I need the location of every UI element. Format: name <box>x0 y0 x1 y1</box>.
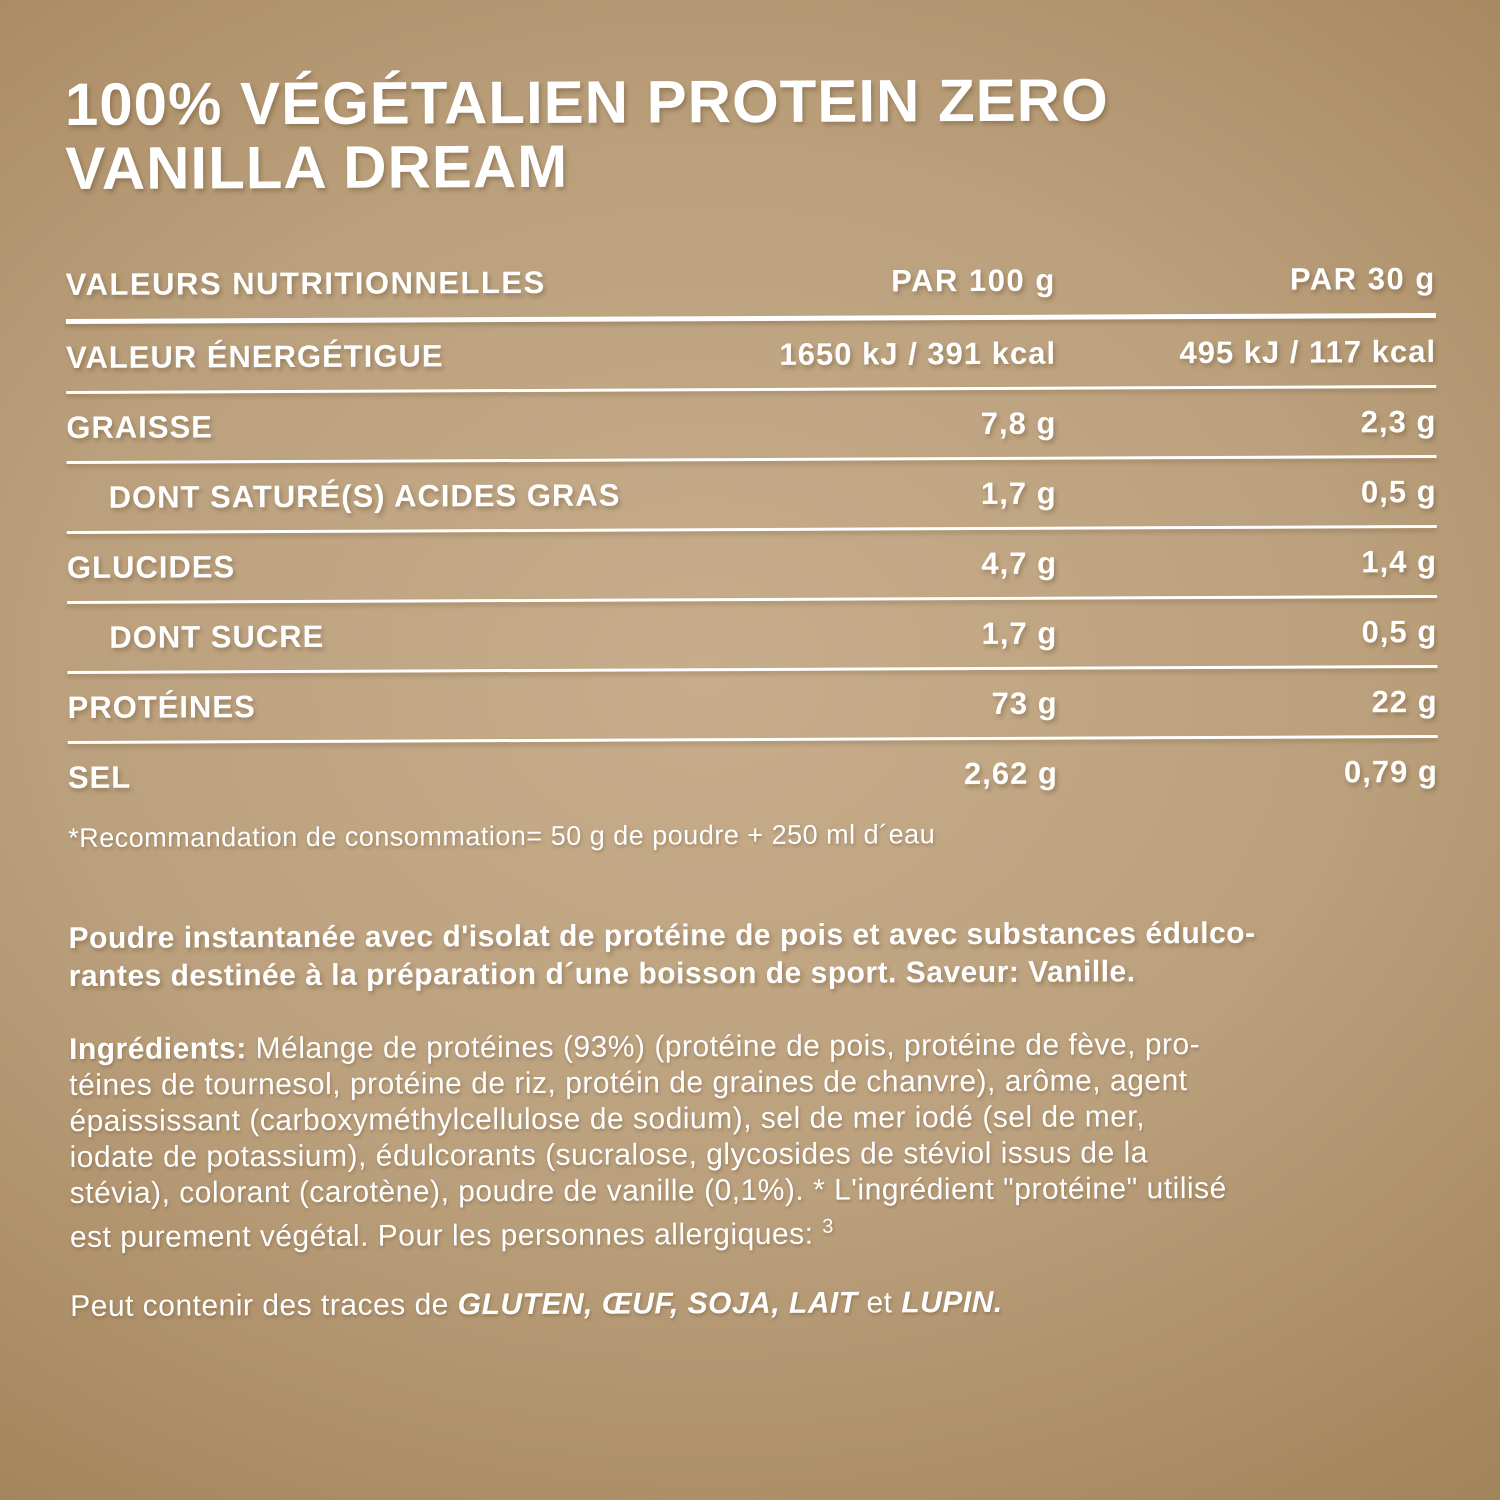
row-value-per-30g: 0,79 g <box>1343 753 1438 789</box>
row-value-per-100g: 2,62 g <box>963 755 1058 791</box>
table-row-energy <box>66 318 1436 391</box>
allergen-prefix: Peut contenir des traces de <box>70 1288 458 1323</box>
row-label: DONT SUCRE <box>109 618 325 655</box>
nutrition-table <box>66 245 1438 811</box>
table-header-label: VALEURS NUTRITIONNELLES <box>65 264 546 302</box>
ingredients-line-text: est purement végétal. Pour les personnes allergiques: <box>69 1217 823 1254</box>
table-row-fat <box>66 388 1436 461</box>
ingredients-line <box>69 1026 1439 1068</box>
row-value-per-30g: 1,4 g <box>1361 543 1438 579</box>
table-header-per-100g: PAR 100 g <box>891 262 1056 299</box>
description-line: rantes destinée à la préparation d´une boisson de sport. Saveur: Vanille. <box>68 955 1136 993</box>
label-content <box>65 67 1440 1324</box>
title-line-1: 100% VÉGÉTALIEN PROTEIN ZERO <box>64 66 1109 138</box>
table-row-saturated-fat <box>67 458 1437 531</box>
row-value-per-100g: 7,8 g <box>980 405 1057 441</box>
row-value-per-30g: 22 g <box>1371 683 1438 719</box>
product-description <box>69 914 1439 996</box>
row-value-per-100g: 1,7 g <box>980 475 1057 511</box>
ingredients-paragraph <box>69 1026 1440 1256</box>
allergen-list: GLUTEN, ŒUF, SOJA, LAIT <box>457 1286 858 1322</box>
table-row-salt <box>68 738 1438 811</box>
page-title <box>65 67 1436 201</box>
allergen-last-item: LUPIN. <box>901 1285 1003 1320</box>
row-label: SEL <box>67 759 132 795</box>
table-header-per-30g: PAR 30 g <box>1289 261 1436 297</box>
row-label: DONT SATURÉ(S) ACIDES GRAS <box>108 477 621 515</box>
ingredients-line: stévia), colorant (carotène), poudre de vanille (0,1%). * L'ingrédient "protéine" utilisé <box>69 1171 1227 1210</box>
ingredients-line-text: Mélange de protéines (93%) (protéine de pois, protéine de fève, pro- <box>246 1028 1201 1066</box>
table-header-row <box>66 245 1436 319</box>
row-value-per-100g: 4,7 g <box>981 545 1058 581</box>
table-row-carbs <box>67 528 1437 601</box>
title-line-2: VANILLA DREAM <box>65 132 569 202</box>
row-label: GLUCIDES <box>66 548 236 585</box>
ingredients-line: épaississant (carboxyméthylcellulose de sodium), sel de mer iodé (sel de mer, <box>69 1100 1146 1138</box>
row-value-per-100g: 73 g <box>991 685 1058 721</box>
row-value-per-30g: 2,3 g <box>1360 403 1437 439</box>
footnote-superscript: 3 <box>822 1215 834 1238</box>
row-value-per-100g: 1650 kJ / 391 kcal <box>779 335 1057 372</box>
ingredients-label: Ingrédients: <box>69 1032 247 1066</box>
row-value-per-30g: 0,5 g <box>1361 613 1438 649</box>
allergen-connector: et <box>857 1286 902 1320</box>
row-value-per-30g: 495 kJ / 117 kcal <box>1179 333 1437 370</box>
row-value-per-100g: 1,7 g <box>981 615 1058 651</box>
row-label: GRAISSE <box>66 408 213 445</box>
serving-recommendation-footnote: *Recommandation de consommation= 50 g de poudre + 250 ml d´eau <box>68 819 936 853</box>
ingredients-line: iodate de potassium), édulcorants (sucralose, glycosides de stéviol issus de la <box>69 1136 1148 1174</box>
ingredients-line: téines de tournesol, protéine de riz, protéin de graines de chanvre), arôme, agent <box>69 1064 1188 1102</box>
description-line: Poudre instantanée avec d'isolat de protéine de pois et avec substances édulco- <box>68 916 1256 955</box>
row-label: VALEUR ÉNERGÉTIGUE <box>65 337 444 375</box>
row-value-per-30g: 0,5 g <box>1360 473 1437 509</box>
table-row-protein <box>67 668 1437 741</box>
row-label: PROTÉINES <box>67 688 256 725</box>
ingredients-line <box>70 1206 1440 1256</box>
allergen-statement <box>70 1284 1440 1324</box>
table-row-sugar <box>67 598 1437 671</box>
